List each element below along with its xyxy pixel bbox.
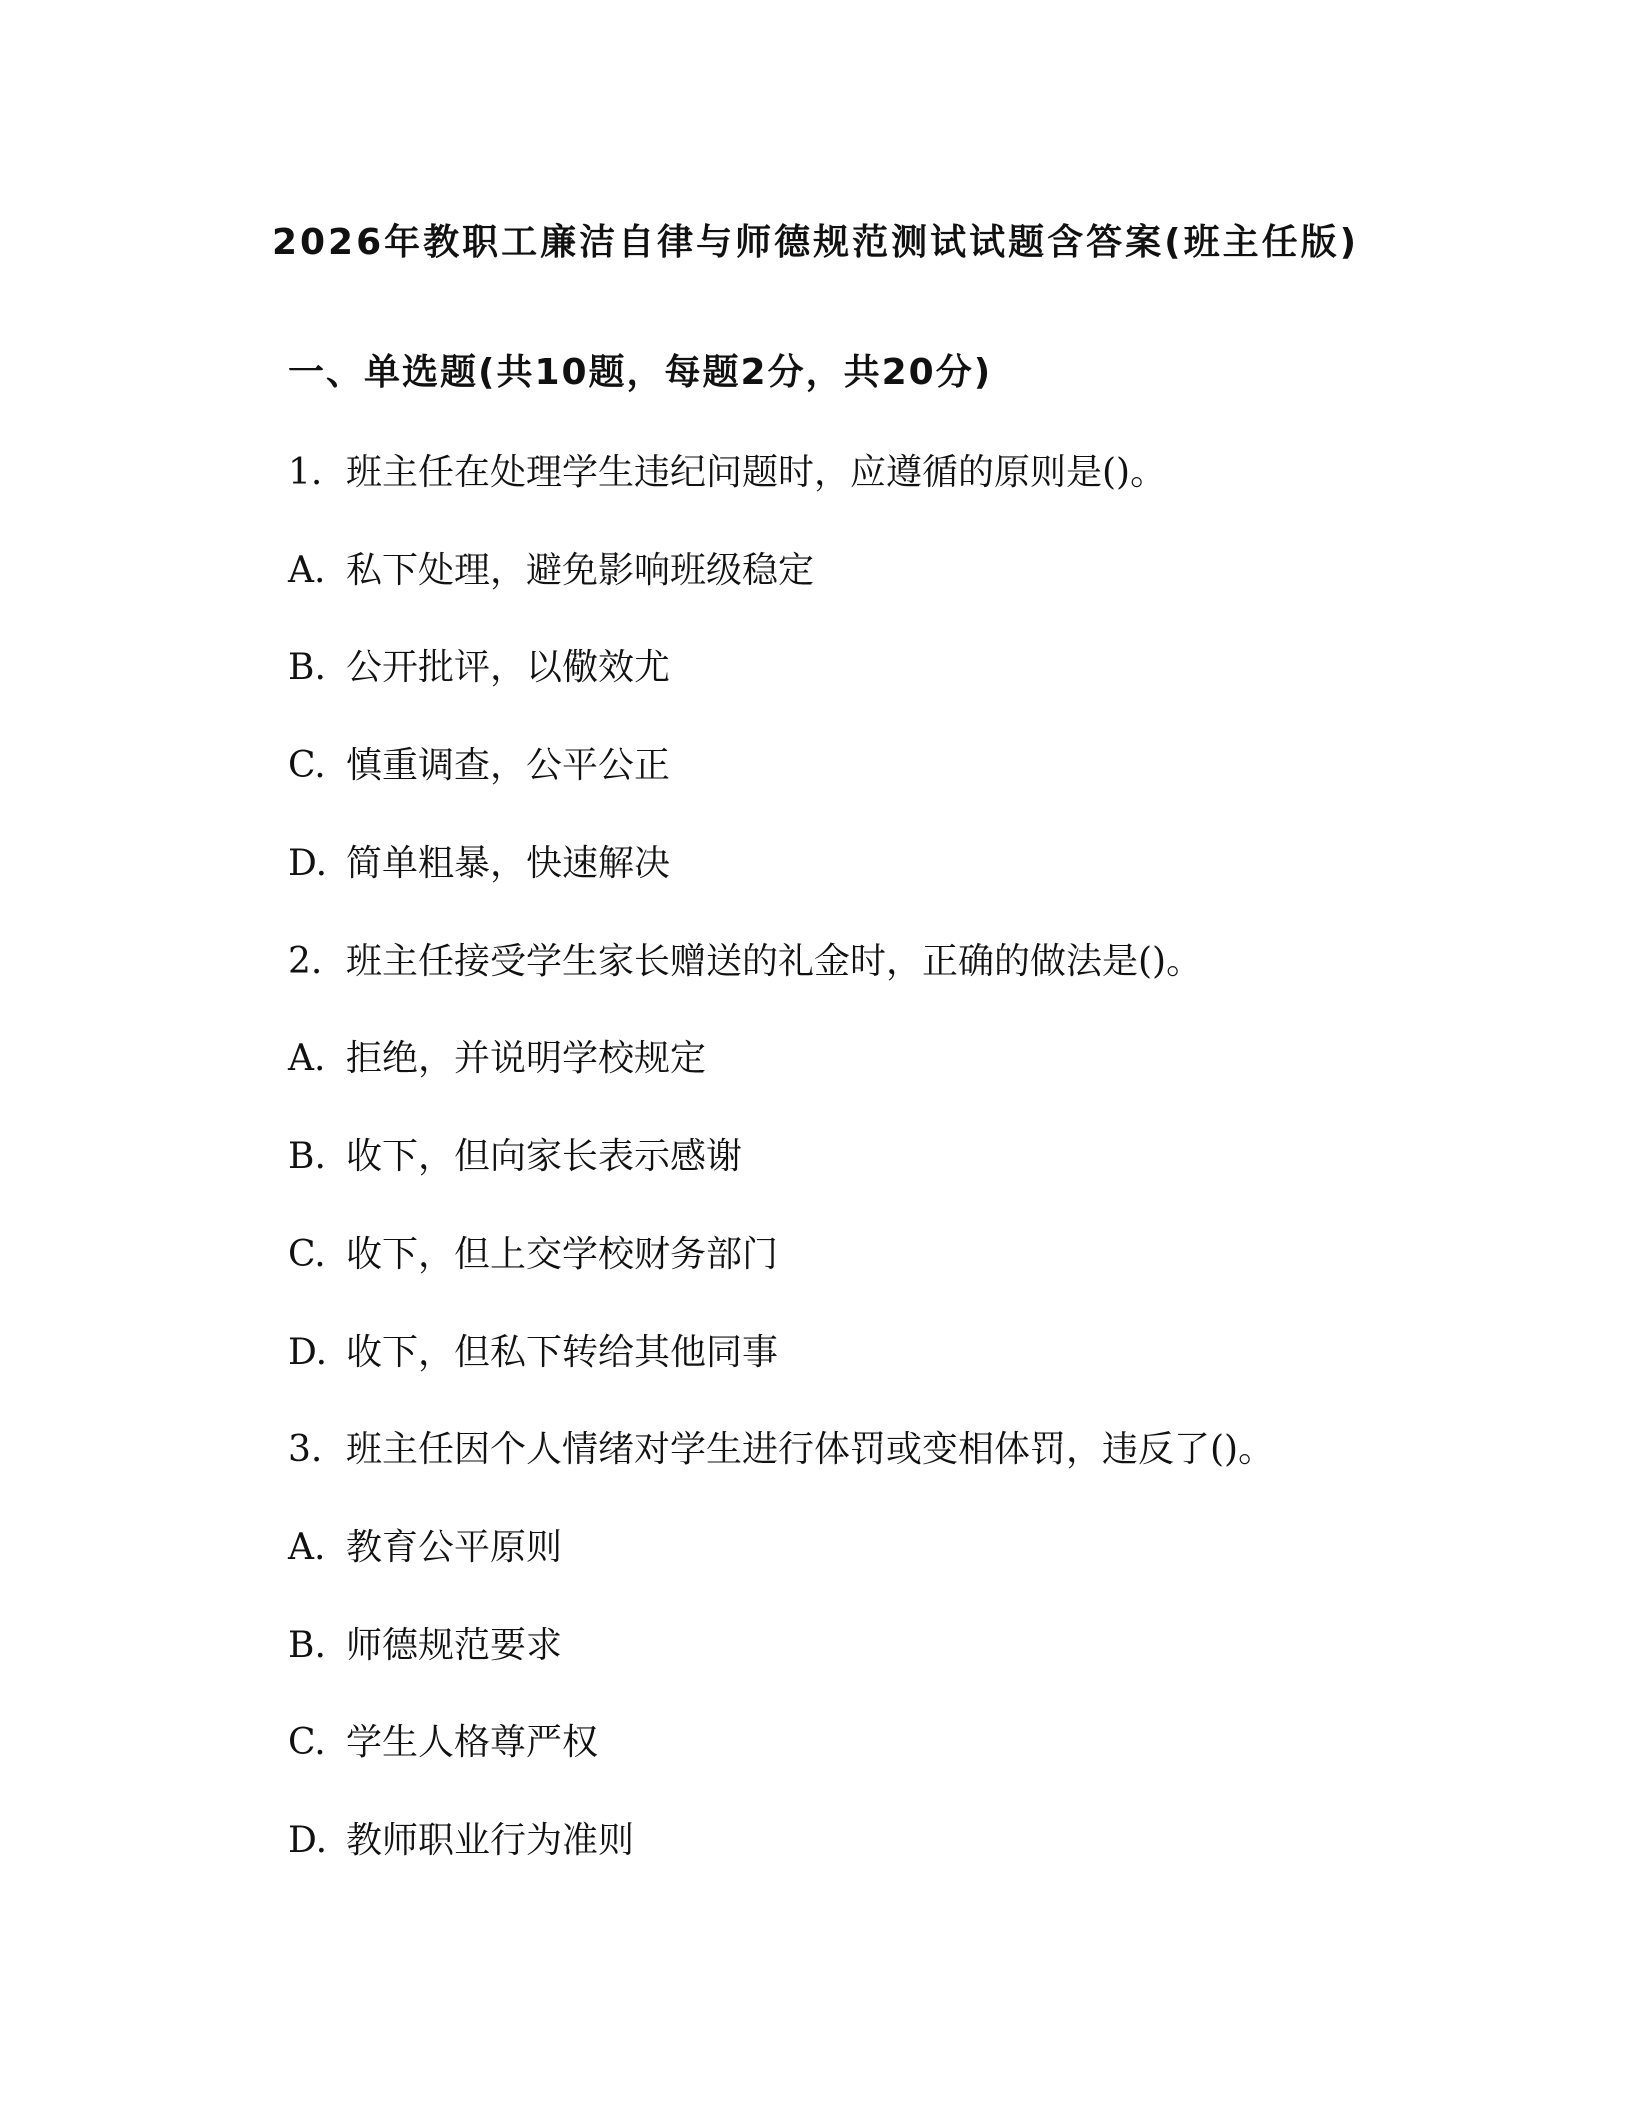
question-text: 班主任接受学生家长赠送的礼金时，正确的做法是()。 xyxy=(346,941,1203,982)
option-2d xyxy=(288,1328,778,1378)
option-text: 收下，但上交学校财务部门 xyxy=(346,1234,779,1275)
option-text: 师德规范要求 xyxy=(346,1625,563,1666)
option-label: A. xyxy=(288,1527,326,1568)
option-text: 收下，但向家长表示感谢 xyxy=(346,1136,743,1177)
option-label: B. xyxy=(288,647,326,688)
question-1 xyxy=(288,448,1166,498)
option-3c xyxy=(288,1718,598,1768)
option-text: 教师职业行为准则 xyxy=(346,1820,635,1861)
option-label: B. xyxy=(288,1136,326,1177)
option-label: A. xyxy=(288,550,326,591)
option-text: 慎重调查，公平公正 xyxy=(346,745,671,786)
option-2a xyxy=(288,1034,706,1084)
option-1d xyxy=(288,839,670,889)
option-3b xyxy=(288,1621,562,1671)
option-1c xyxy=(288,741,670,791)
option-label: D. xyxy=(288,1820,328,1861)
question-number: 1. xyxy=(288,452,323,493)
option-3d xyxy=(288,1816,634,1866)
option-label: A. xyxy=(288,1038,326,1079)
option-1a xyxy=(288,546,814,596)
question-text: 班主任因个人情绪对学生进行体罚或变相体罚，违反了()。 xyxy=(346,1429,1275,1470)
document-title: 2026年教职工廉洁自律与师德规范测试试题含答案(班主任版) xyxy=(271,222,1360,263)
question-number: 2. xyxy=(288,941,323,982)
option-1b xyxy=(288,643,670,693)
option-label: D. xyxy=(288,843,328,884)
option-text: 简单粗暴，快速解决 xyxy=(346,843,671,884)
option-text: 教育公平原则 xyxy=(346,1527,563,1568)
option-label: C. xyxy=(288,1234,326,1275)
question-3 xyxy=(288,1425,1274,1475)
option-text: 私下处理，避免影响班级稳定 xyxy=(346,550,815,591)
option-label: D. xyxy=(288,1332,328,1373)
option-2b xyxy=(288,1132,742,1182)
option-text: 收下，但私下转给其他同事 xyxy=(346,1332,779,1373)
option-3a xyxy=(288,1523,562,1573)
option-text: 拒绝，并说明学校规定 xyxy=(346,1038,707,1079)
option-text: 学生人格尊严权 xyxy=(346,1722,599,1763)
question-number: 3. xyxy=(288,1429,323,1470)
section-heading: 一、单选题(共10题，每题2分，共20分) xyxy=(288,352,993,393)
question-2 xyxy=(288,937,1202,987)
option-label: B. xyxy=(288,1625,326,1666)
option-text: 公开批评，以儆效尤 xyxy=(346,647,671,688)
question-text: 班主任在处理学生违纪问题时，应遵循的原则是()。 xyxy=(346,452,1167,493)
option-2c xyxy=(288,1230,778,1280)
option-label: C. xyxy=(288,745,326,786)
option-label: C. xyxy=(288,1722,326,1763)
